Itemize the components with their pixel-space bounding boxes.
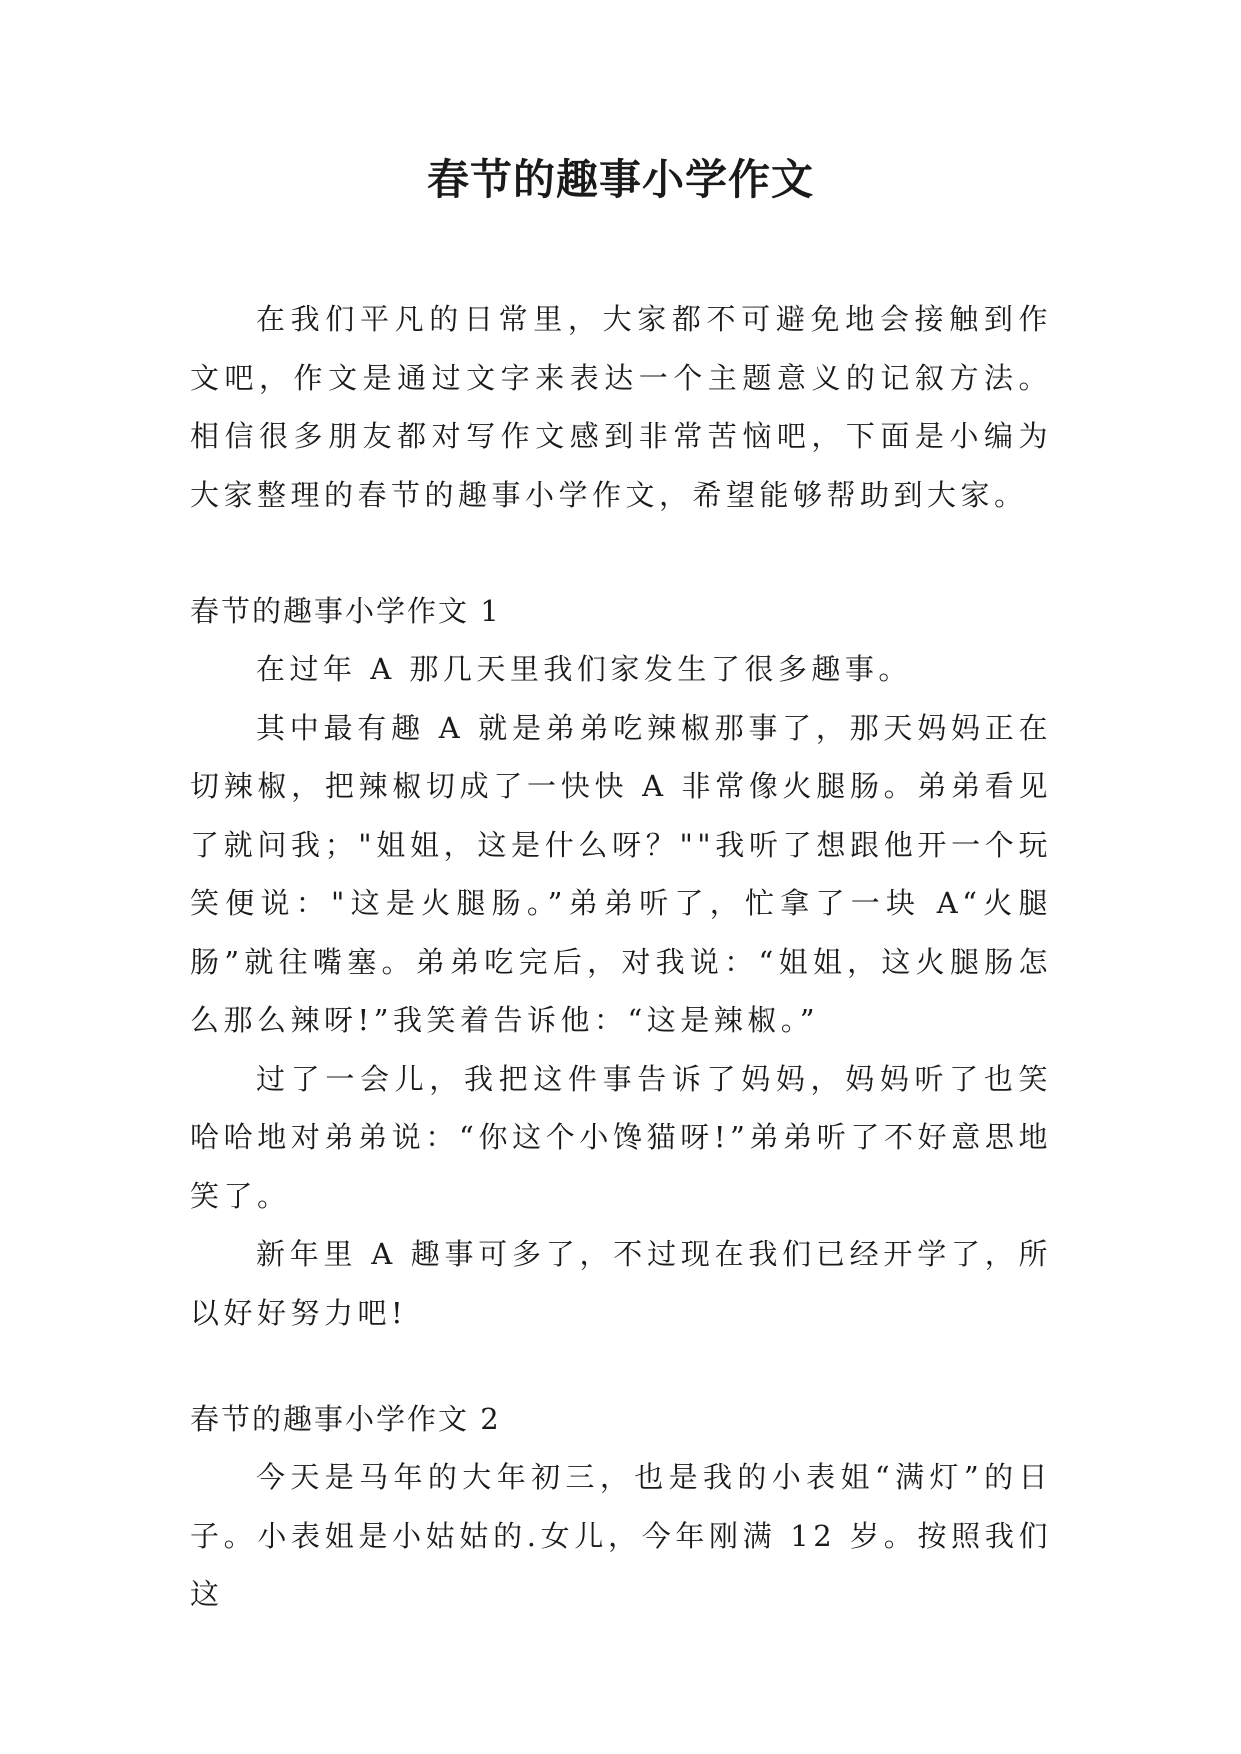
paragraph: 今天是马年的大年初三，也是我的小表姐“满灯”的日子。小表姐是小姑姑的.女儿，今年刚满 12 岁。按照我们这 bbox=[190, 1460, 1052, 1611]
spacer bbox=[190, 524, 1052, 582]
paragraph: 新年里 A 趣事可多了，不过现在我们已经开学了，所以好好努力吧! bbox=[190, 1237, 1052, 1330]
intro-paragraph: 在我们平凡的日常里，大家都不可避免地会接触到作文吧，作文是通过文字来表达一个主题意义的记叙方法。相信很多朋友都对写作文感到非常苦恼吧，下面是小编为大家整理的春节的趣事小学作文，希望能够帮助到大家。 bbox=[190, 302, 1052, 512]
paragraph: 在过年 A 那几天里我们家发生了很多趣事。 bbox=[256, 652, 912, 686]
essay-section-2 bbox=[190, 1390, 1052, 1624]
document-title: 春节的趣事小学作文 bbox=[426, 155, 814, 204]
paragraph: 过了一会儿，我把这件事告诉了妈妈，妈妈听了也笑哈哈地对弟弟说：“你这个小馋猫呀!”弟弟听了不好意思地笑了。 bbox=[190, 1061, 1052, 1213]
paragraph: 其中最有趣 A 就是弟弟吃辣椒那事了，那天妈妈正在切辣椒，把辣椒切成了一快快 A 非常像火腿肠。弟弟看见了就问我；"姐姐，这是什么呀？""我听了想跟他开一个玩笑便说："这是火腿肠。”弟弟听了，忙拿了一块 A“火腿肠”就往嘴塞。弟弟吃完后，对我说：“姐姐，这火腿肠怎么那么辣呀!”我笑着告诉他：“这是辣椒。” bbox=[190, 710, 1052, 1037]
section-heading: 春节的趣事小学作文 2 bbox=[190, 1402, 501, 1436]
document-body bbox=[190, 290, 1052, 1624]
section-heading: 春节的趣事小学作文 1 bbox=[190, 594, 501, 628]
essay-section-1 bbox=[190, 582, 1052, 1342]
spacer bbox=[190, 1342, 1052, 1390]
